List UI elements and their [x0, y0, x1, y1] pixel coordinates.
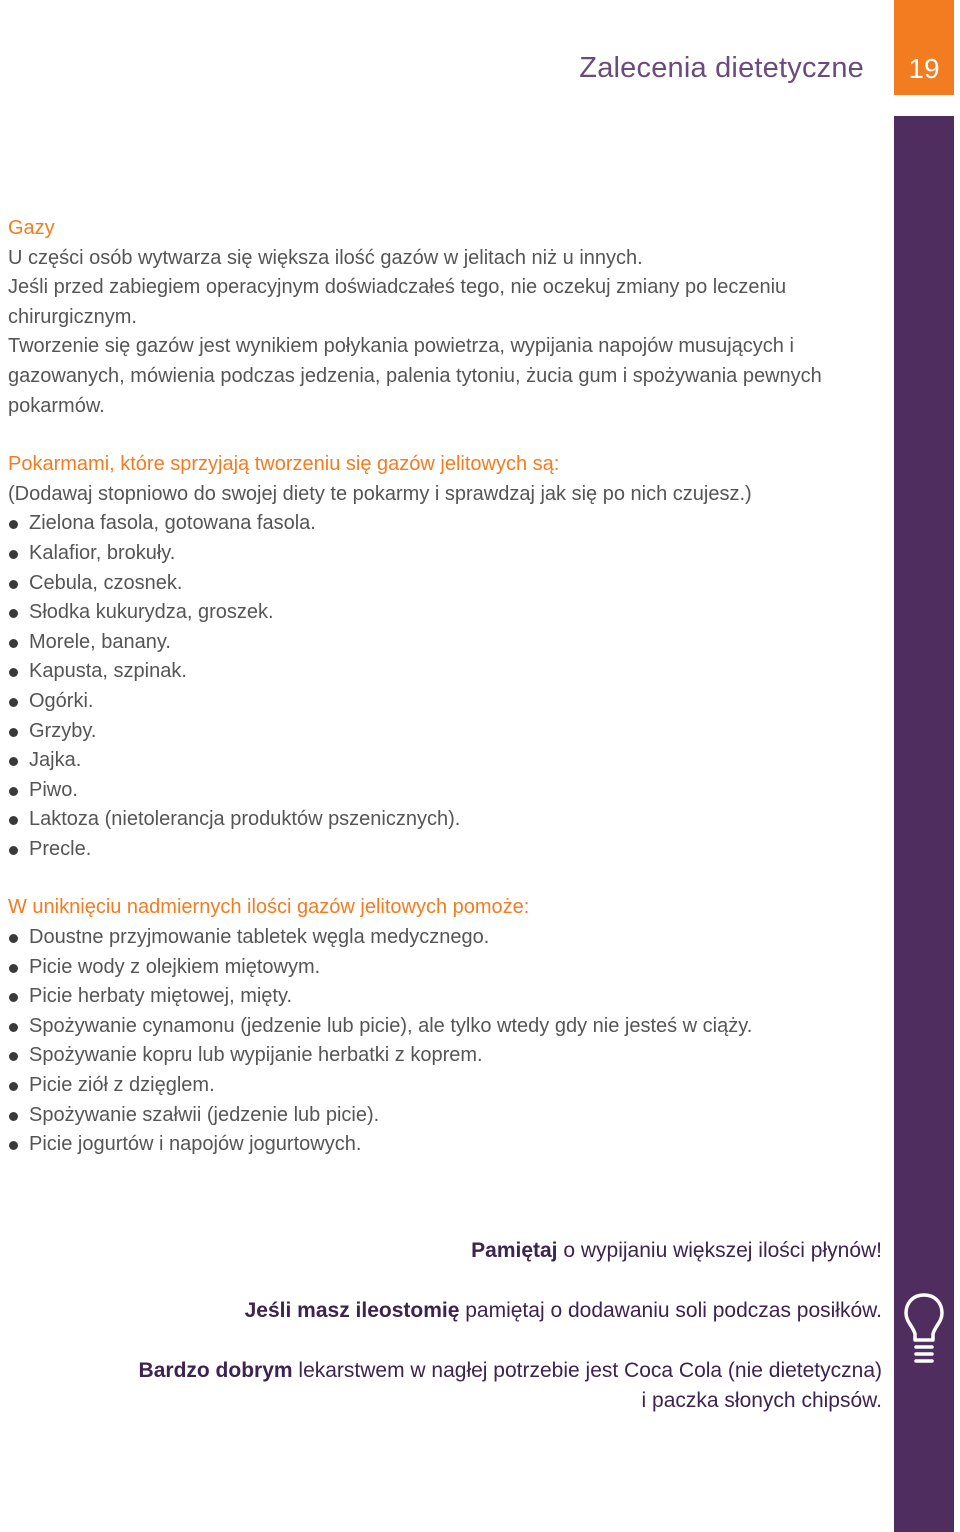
list-item: Jajka. [8, 746, 868, 776]
list-item: Zielona fasola, gotowana fasola. [8, 509, 868, 539]
paragraph: Jeśli przed zabiegiem operacyjnym doświadczałeś tego, nie oczekuj zmiany po leczeniu chirurgicznym. [8, 276, 787, 328]
paragraph: Tworzenie się gazów jest wynikiem połykania powietrza, wypijania napojów musujących i gazowanych, mówienia podczas jedzenia, palenia tytoniu, żucia gum i spożywania pewnych pokarmów. [8, 335, 822, 417]
tip-salt [62, 1296, 882, 1326]
list-item: Cebula, czosnek. [8, 569, 868, 599]
tip-text: o wypijaniu większej ilości płynów! [557, 1239, 882, 1262]
section-heading-remedies: W uniknięciu nadmiernych ilości gazów jelitowych pomoże: [8, 896, 530, 919]
list-item: Piwo. [8, 776, 868, 806]
page-number: 19 [894, 0, 954, 95]
list-item: Doustne przyjmowanie tabletek węgla medycznego. [8, 923, 868, 953]
list-item: Spożywanie kopru lub wypijanie herbatki z koprem. [8, 1041, 868, 1071]
list-item: Morele, banany. [8, 628, 868, 658]
list-item: Kalafior, brokuły. [8, 539, 868, 569]
list-item: Ogórki. [8, 687, 868, 717]
section-heading-gazy: Gazy [8, 217, 55, 239]
tip-coca-cola [62, 1356, 882, 1416]
tip-text: pamiętaj o dodawaniu soli podczas posiłków. [459, 1299, 882, 1322]
list-item: Precle. [8, 835, 868, 865]
remedies-list [8, 923, 868, 1160]
section-heading-foods: Pokarmami, które sprzyjają tworzeniu się gazów jelitowych są: [8, 453, 560, 476]
tip-bold: Bardzo dobrym [138, 1359, 293, 1382]
foods-list [8, 509, 868, 864]
list-item: Spożywanie cynamonu (jedzenie lub picie), ale tylko wtedy gdy nie jesteś w ciąży. [8, 1012, 868, 1042]
list-item: Grzyby. [8, 717, 868, 747]
page-title: Zalecenia dietetyczne [579, 52, 864, 84]
paragraph: U części osób wytwarza się większa ilość gazów w jelitach niż u innych. [8, 246, 643, 269]
tips-box [62, 1236, 882, 1446]
tip-fluids [62, 1236, 882, 1266]
list-item: Słodka kukurydza, groszek. [8, 598, 868, 628]
lightbulb-icon [902, 1290, 946, 1366]
list-item: Spożywanie szałwii (jedzenie lub picie). [8, 1101, 868, 1131]
list-item: Picie jogurtów i napojów jogurtowych. [8, 1130, 868, 1160]
list-item: Picie herbaty miętowej, mięty. [8, 982, 868, 1012]
list-item: Kapusta, szpinak. [8, 657, 868, 687]
tip-bold: Jeśli masz ileostomię [244, 1299, 460, 1322]
foods-note: (Dodawaj stopniowo do swojej diety te pokarmy i sprawdzaj jak się po nich czujesz.) [8, 482, 752, 505]
tip-text-line2: i paczka słonych chipsów. [641, 1389, 882, 1412]
list-item: Laktoza (nietolerancja produktów pszenicznych). [8, 805, 868, 835]
tip-bold: Pamiętaj [471, 1239, 558, 1262]
list-item: Picie ziół z dzięglem. [8, 1071, 868, 1101]
main-content [8, 214, 868, 1160]
tip-text: lekarstwem w nagłej potrzebie jest Coca Cola (nie dietetyczna) [292, 1359, 882, 1382]
list-item: Picie wody z olejkiem miętowym. [8, 953, 868, 983]
